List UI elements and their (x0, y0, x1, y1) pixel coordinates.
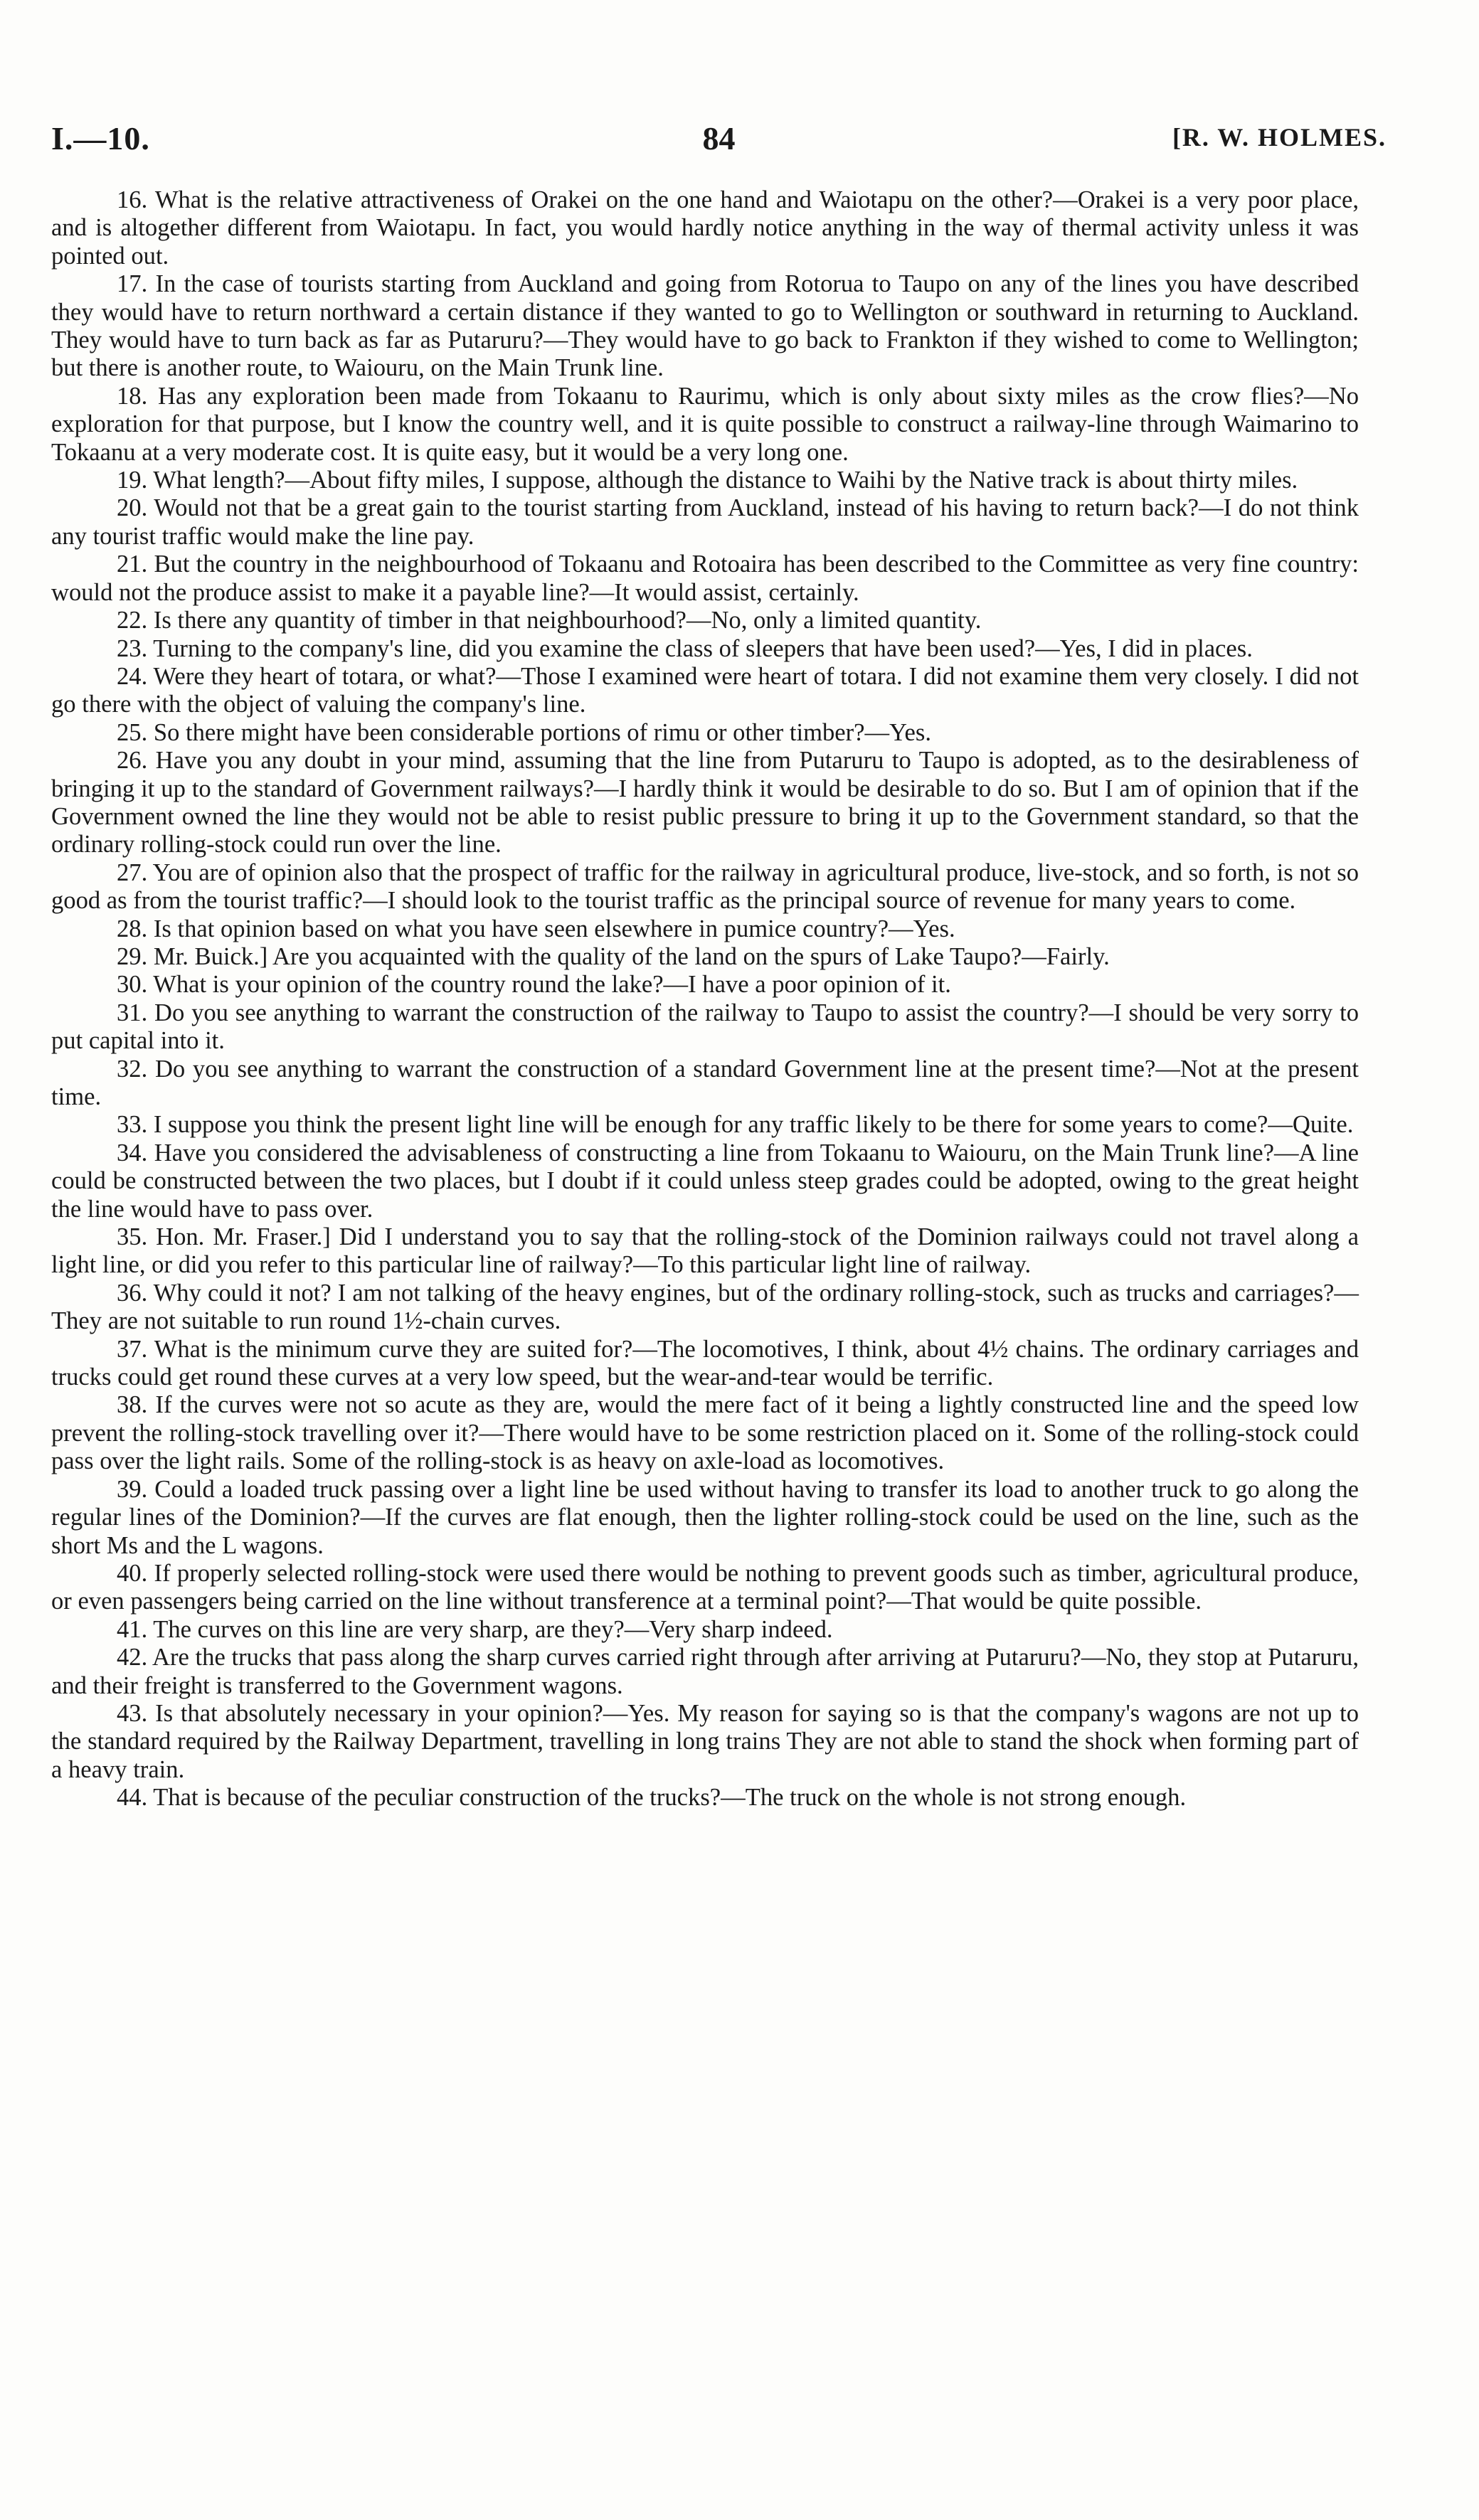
question-43: 43. Is that absolutely necessary in your opinion?—Yes. My reason for saying so is that the company's wagons are not up to the standard required by the Railway Department, travelling in long trains They are not able to stand the shock when forming part of a heavy train. (51, 1699, 1359, 1783)
question-20: 20. Would not that be a great gain to the tourist starting from Auckland, instead of his having to return back?—I do not think any tourist traffic would make the line pay. (51, 494, 1359, 550)
question-29: 29. Mr. Buick.] Are you acquainted with the quality of the land on the spurs of Lake Taupo?—Fairly. (117, 942, 1110, 970)
question-26: 26. Have you any doubt in your mind, assuming that the line from Putaruru to Taupo is adopted, as to the desirableness of bringing it up to the standard of Government railways?—I hardly think it would be desirable to do so. But I am of opinion that if the Government owned the line they would not be able to resist public pressure to bring it up to the Government standard, so that the ordinary rolling-stock could run over the line. (51, 747, 1359, 858)
question-18: 18. Has any exploration been made from Tokaanu to Raurimu, which is only about sixty miles as the crow flies?—No exploration for that purpose, but I know the country well, and it is quite possible to construct a railway-line through Waimarino to Tokaanu at a very moderate cost. It is quite easy, but it would be a very long one. (51, 382, 1359, 466)
question-19: 19. What length?—About fifty miles, I suppose, although the distance to Waihi by the Native track is about thirty miles. (117, 467, 1298, 494)
question-23: 23. Turning to the company's line, did you examine the class of sleepers that have been used?—Yes, I did in places. (117, 634, 1253, 662)
question-42: 42. Are the trucks that pass along the sharp curves carried right through after arriving at Putaruru?—No, they stop at Putaruru, and their freight is transferred to the Government wagons. (51, 1644, 1359, 1699)
page-number: 84 (702, 120, 736, 156)
question-30: 30. What is your opinion of the country round the lake?—I have a poor opinion of it. (117, 971, 951, 999)
question-27: 27. You are of opinion also that the prospect of traffic for the railway in agricultural produce, live-stock, and so forth, is not so good as from the tourist traffic?—I should look to the tourist traffic as the principal source of revenue for many years to come. (51, 858, 1359, 915)
question-40: 40. If properly selected rolling-stock were used there would be nothing to prevent goods such as timber, agricultural produce, or even passengers being carried on the line without transference at a terminal point?—That would be quite possible. (51, 1559, 1359, 1615)
question-37: 37. What is the minimum curve they are suited for?—The locomotives, I think, about 4½ chains. The ordinary carriages and trucks could get round these curves at a very low speed, but the wear-and-tear would be terrific. (51, 1335, 1359, 1391)
question-35: 35. Hon. Mr. Fraser.] Did I understand you to say that the rolling-stock of the Dominion railways could not travel along a light line, or did you refer to this particular line of railway?—To this particular light line of railway. (51, 1223, 1359, 1279)
question-25: 25. So there might have been considerable portions of rimu or other timber?—Yes. (117, 718, 931, 746)
question-38: 38. If the curves were not so acute as they are, would the mere fact of it being a lightly constructed line and the speed low prevent the rolling-stock travelling over it?—There would have to be some restriction placed on it. Some of the rolling-stock could pass over the light rails. Some of the rolling-stock is as heavy on axle-load as locomotives. (51, 1391, 1359, 1475)
question-16: 16. What is the relative attractiveness of Orakei on the one hand and Waiotapu on the other?—Orakei is a very poor place, and is altogether different from Waiotapu. In fact, you would hardly notice anything in the way of thermal activity unless it was pointed out. (51, 186, 1359, 270)
question-22: 22. Is there any quantity of timber in that neighbourhood?—No, only a limited quantity. (117, 607, 982, 634)
question-24: 24. Were they heart of totara, or what?—Those I examined were heart of totara. I did not examine them very closely. I did not go there with the object of valuing the company's line. (51, 662, 1359, 718)
document-reference: I.—10. (51, 120, 150, 156)
question-34: 34. Have you considered the advisableness of constructing a line from Tokaanu to Waiouru, on the Main Trunk line?—A line could be constructed between the two places, but I doubt if it could unless steep grades could be adopted, owing to the great height the line would have to pass over. (51, 1139, 1359, 1223)
question-36: 36. Why could it not? I am not talking of the heavy engines, but of the ordinary rolling-stock, such as trucks and carriages?—They are not suitable to run round 1½-chain curves. (51, 1279, 1359, 1335)
page-header (51, 119, 1387, 162)
question-32: 32. Do you see anything to warrant the construction of a standard Government line at the present time?—Not at the present time. (51, 1055, 1359, 1110)
question-17: 17. In the case of tourists starting from Auckland and going from Rotorua to Taupo on any of the lines you have described they would have to return northward a certain distance if they wanted to go to Wellington or southward in returning to Auckland. They would have to turn back as far as Putaruru?—They would have to go back to Frankton if they wished to come to Wellington; but there is another route, to Waiouru, on the Main Trunk line. (51, 270, 1359, 382)
question-39: 39. Could a loaded truck passing over a light line be used without having to transfer its load to another truck to go along the regular lines of the Dominion?—If the curves are flat enough, then the lighter rolling-stock could be used on the line, such as the short Ms and the L wagons. (51, 1475, 1359, 1559)
witness-name: [R. W. HOLMES. (1172, 123, 1387, 151)
question-33: 33. I suppose you think the present light line will be enough for any traffic likely to be there for some years to come?—Quite. (117, 1111, 1354, 1139)
question-21: 21. But the country in the neighbourhood of Tokaanu and Rotoaira has been described to the Committee as very fine country: would not the produce assist to make it a payable line?—It would assist, certainly. (51, 551, 1359, 606)
question-44: 44. That is because of the peculiar construction of the trucks?—The truck on the whole is not strong enough. (117, 1784, 1187, 1812)
testimony-body (51, 186, 1359, 1812)
question-41: 41. The curves on this line are very sharp, are they?—Very sharp indeed. (117, 1615, 833, 1643)
question-31: 31. Do you see anything to warrant the construction of the railway to Taupo to assist the country?—I should be very sorry to put capital into it. (51, 999, 1359, 1055)
question-28: 28. Is that opinion based on what you have seen elsewhere in pumice country?—Yes. (117, 915, 955, 942)
